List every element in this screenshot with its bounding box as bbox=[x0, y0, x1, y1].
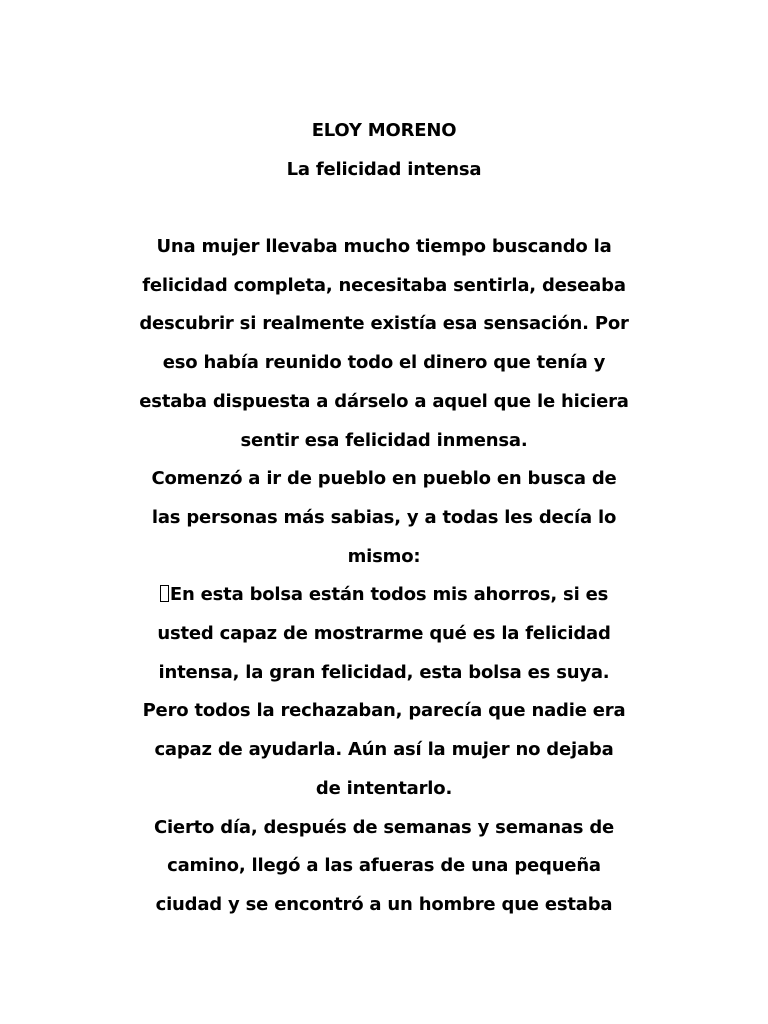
missing-glyph-icon bbox=[160, 585, 169, 602]
body-line: usted capaz de mostrarme qué es la felicidad bbox=[157, 623, 611, 645]
body-line: capaz de ayudarla. Aún así la mujer no dejaba bbox=[154, 739, 614, 761]
body-line: felicidad completa, necesitaba sentirla, deseaba bbox=[142, 274, 626, 296]
body-line: Cierto día, después de semanas y semanas de bbox=[153, 816, 615, 838]
author-name: ELOY MORENO bbox=[311, 120, 457, 141]
document-title: La felicidad intensa bbox=[286, 158, 482, 180]
body-line: intensa, la gran felicidad, esta bolsa es suya. bbox=[158, 661, 610, 683]
body-line: sentir esa felicidad inmensa. bbox=[240, 429, 528, 451]
body-line: de intentarlo. bbox=[315, 777, 453, 799]
body-line-text: En esta bolsa están todos mis ahorros, si es bbox=[169, 584, 609, 606]
body-line: descubrir si realmente existía esa sensación. Por bbox=[139, 313, 629, 335]
body-line-with-glyph bbox=[130, 576, 638, 615]
body-line: ciudad y se encontró a un hombre que estaba bbox=[155, 893, 613, 915]
body-line: las personas más sabias, y a todas les decía lo bbox=[151, 506, 617, 528]
body-line: estaba dispuesta a dárselo a aquel que le hiciera bbox=[139, 390, 629, 412]
body-line: Pero todos la rechazaban, parecía que nadie era bbox=[142, 700, 626, 722]
document-header bbox=[130, 112, 638, 189]
body-line: Comenzó a ir de pueblo en pueblo en busca de bbox=[151, 468, 617, 490]
document-body bbox=[130, 228, 638, 925]
body-line: camino, llegó a las afueras de una pequeña bbox=[167, 855, 601, 877]
body-line: mismo: bbox=[347, 545, 421, 567]
body-line: eso había reunido todo el dinero que tenía y bbox=[162, 352, 606, 374]
body-line: Una mujer llevaba mucho tiempo buscando la bbox=[156, 236, 612, 257]
